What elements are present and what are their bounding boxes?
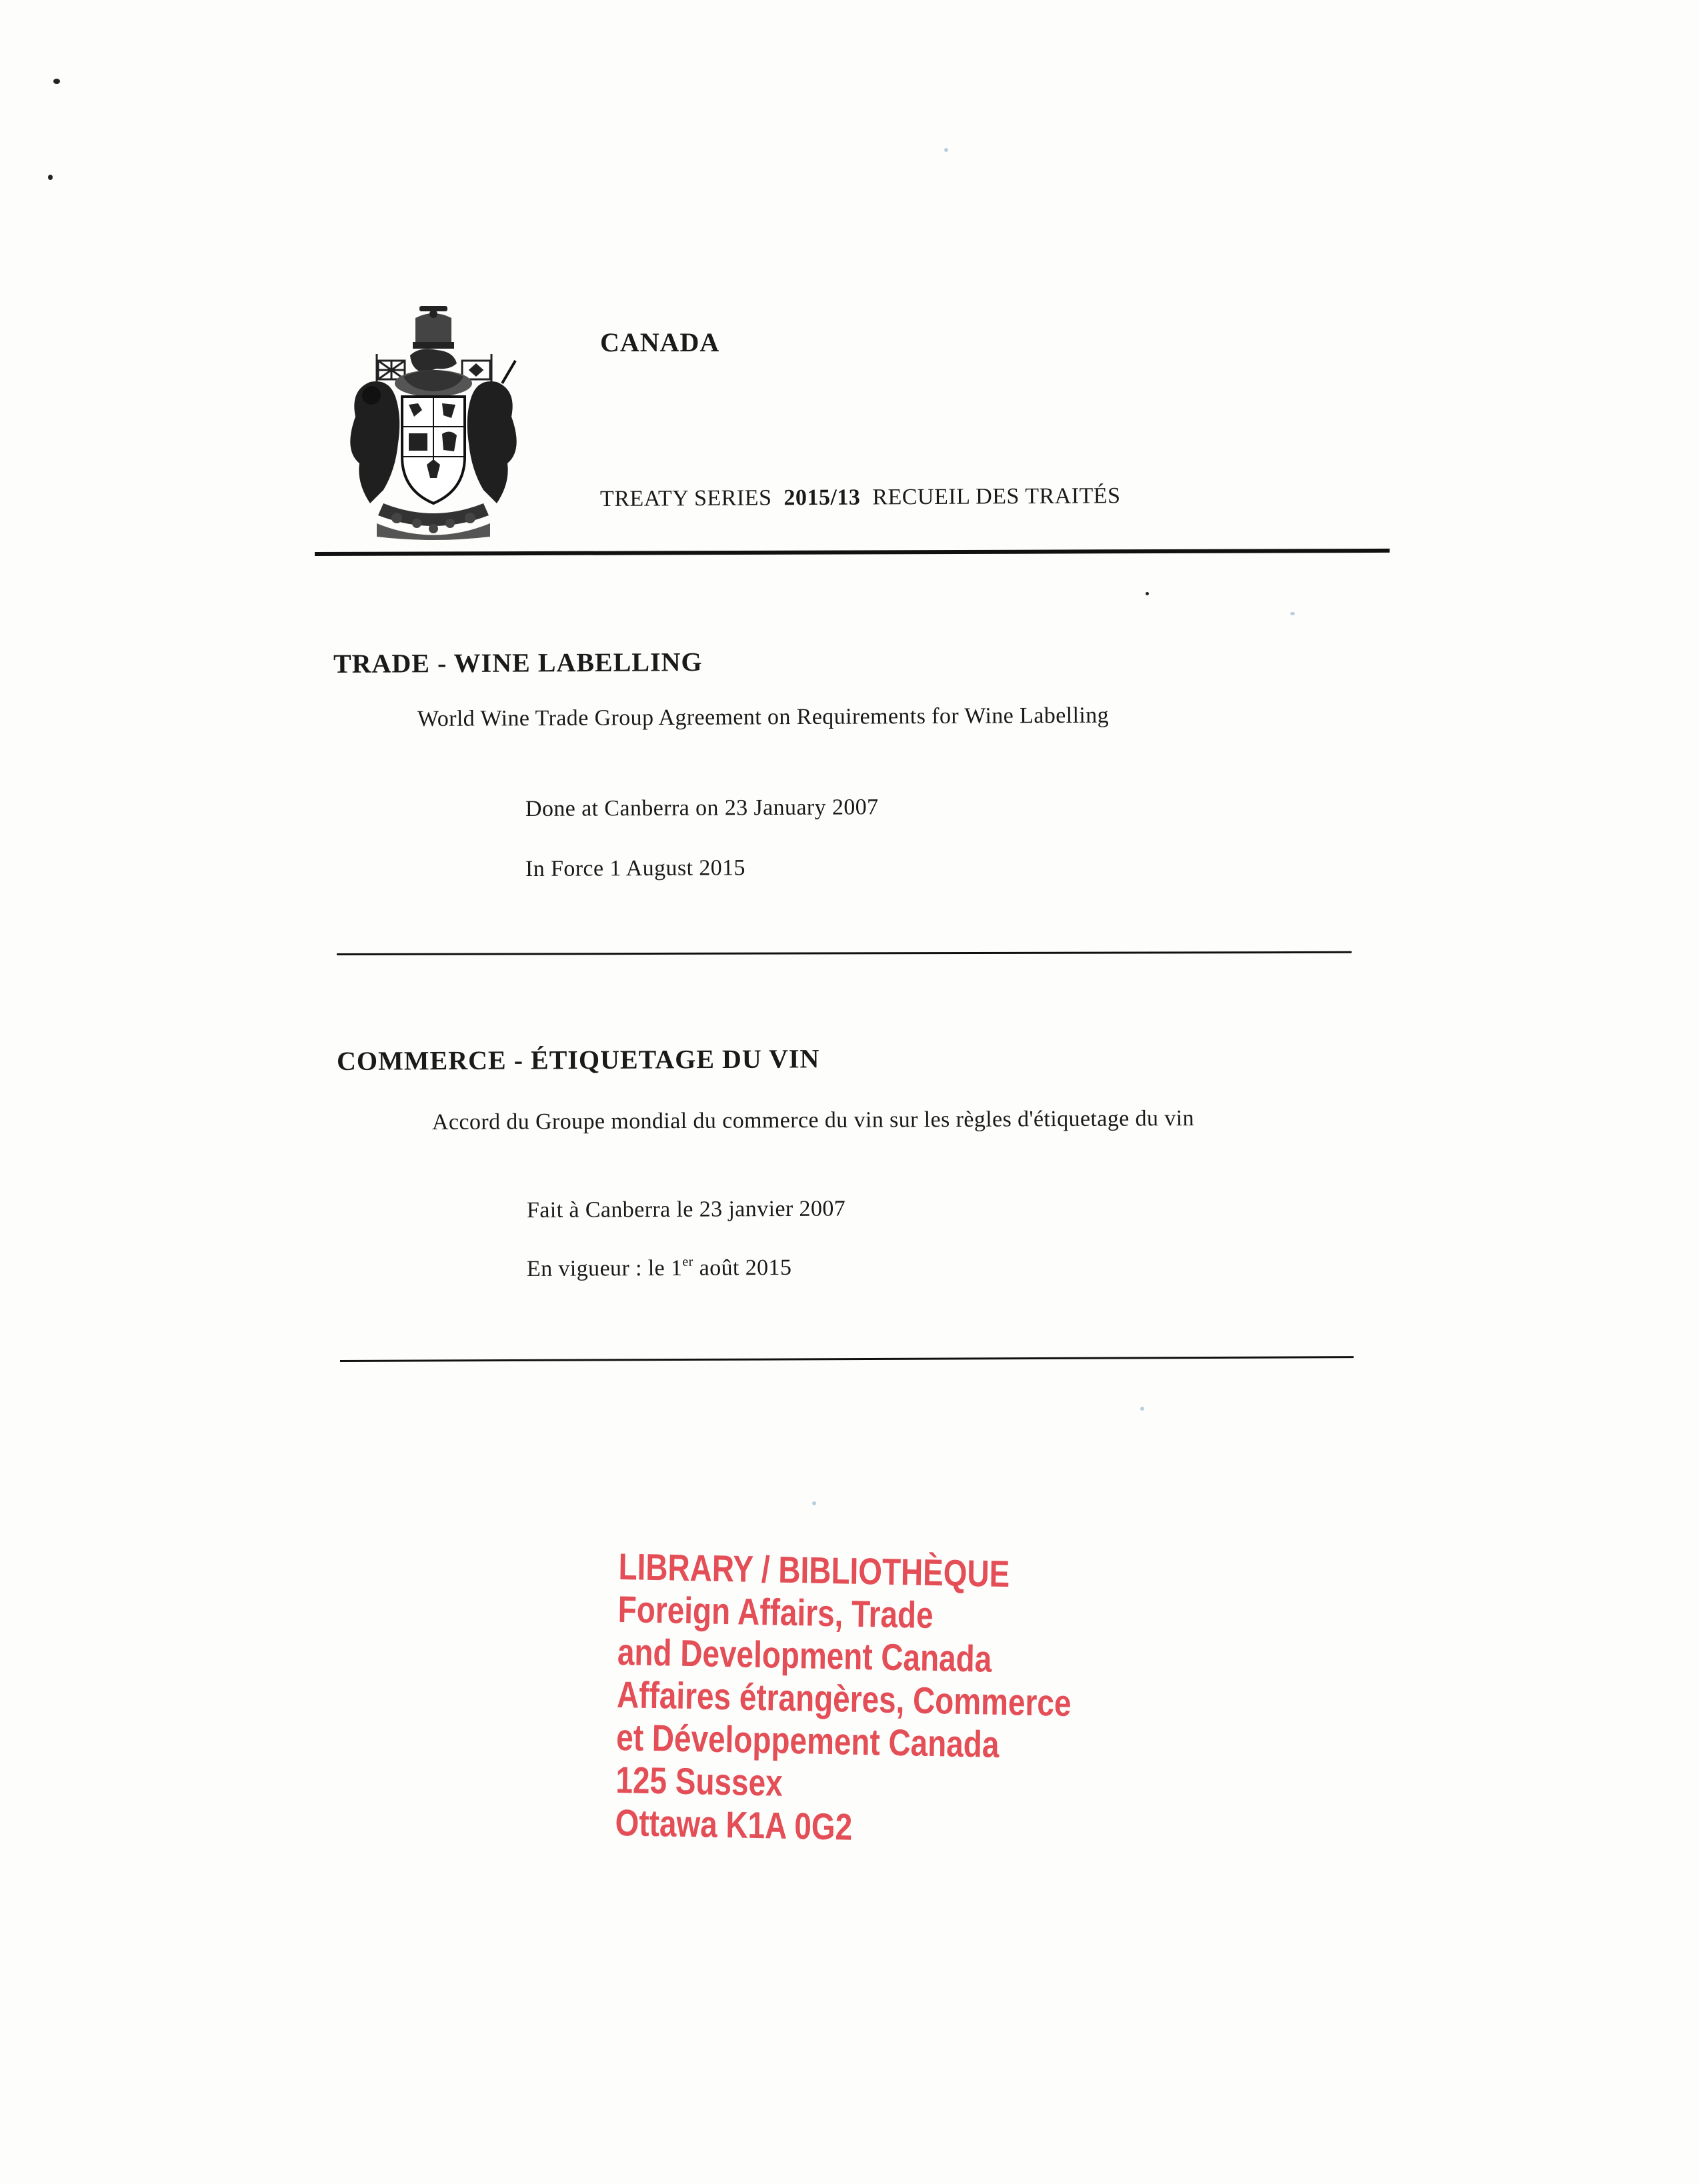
english-in-force: In Force 1 August 2015 <box>525 855 745 881</box>
scan-speck <box>1140 1407 1144 1411</box>
canada-coat-of-arms-icon <box>337 303 530 543</box>
french-in-force-suffix: août 2015 <box>693 1255 792 1281</box>
english-done-at: Done at Canberra on 23 January 2007 <box>525 795 879 821</box>
english-title: TRADE - WINE LABELLING <box>333 647 703 679</box>
scan-speck <box>944 148 948 152</box>
stamp-line: and Development Canada <box>617 1630 992 1680</box>
stamp-line: LIBRARY / BIBLIOTHÈQUE <box>618 1545 1010 1595</box>
french-in-force-prefix: En vigueur : le 1 <box>526 1255 683 1281</box>
stamp-line: Ottawa K1A 0G2 <box>615 1801 853 1848</box>
scan-speck <box>812 1501 816 1505</box>
footer-rule <box>340 1356 1354 1362</box>
stamp-line: et Développement Canada <box>615 1715 1000 1765</box>
series-number: 2015/13 <box>783 485 861 511</box>
stamp-line: Affaires étrangères, Commerce <box>616 1673 1072 1725</box>
french-subtitle: Accord du Groupe mondial du commerce du vin sur les règles d'étiquetage du vin <box>431 1106 1195 1135</box>
french-title: COMMERCE - ÉTIQUETAGE DU VIN <box>336 1043 820 1076</box>
french-in-force-sup: er <box>682 1254 693 1269</box>
series-label-fr: RECUEIL DES TRAITÉS <box>872 483 1121 510</box>
series-label-en: TREATY SERIES <box>599 485 772 511</box>
header-country: CANADA <box>600 327 720 357</box>
stamp-line: Foreign Affairs, Trade <box>617 1587 934 1637</box>
scan-speck <box>48 175 53 180</box>
stamp-line: 125 Sussex <box>615 1758 783 1804</box>
scan-speck <box>1290 612 1295 615</box>
treaty-series-line <box>600 483 1121 512</box>
english-subtitle: World Wine Trade Group Agreement on Requirements for Wine Labelling <box>417 703 1110 731</box>
scan-speck <box>1146 592 1149 595</box>
section-divider <box>337 951 1352 955</box>
french-done-at: Fait à Canberra le 23 janvier 2007 <box>526 1196 846 1223</box>
scan-speck <box>53 79 60 84</box>
french-in-force <box>527 1255 792 1282</box>
library-stamp <box>615 1545 1073 1853</box>
header-rule <box>315 549 1390 556</box>
